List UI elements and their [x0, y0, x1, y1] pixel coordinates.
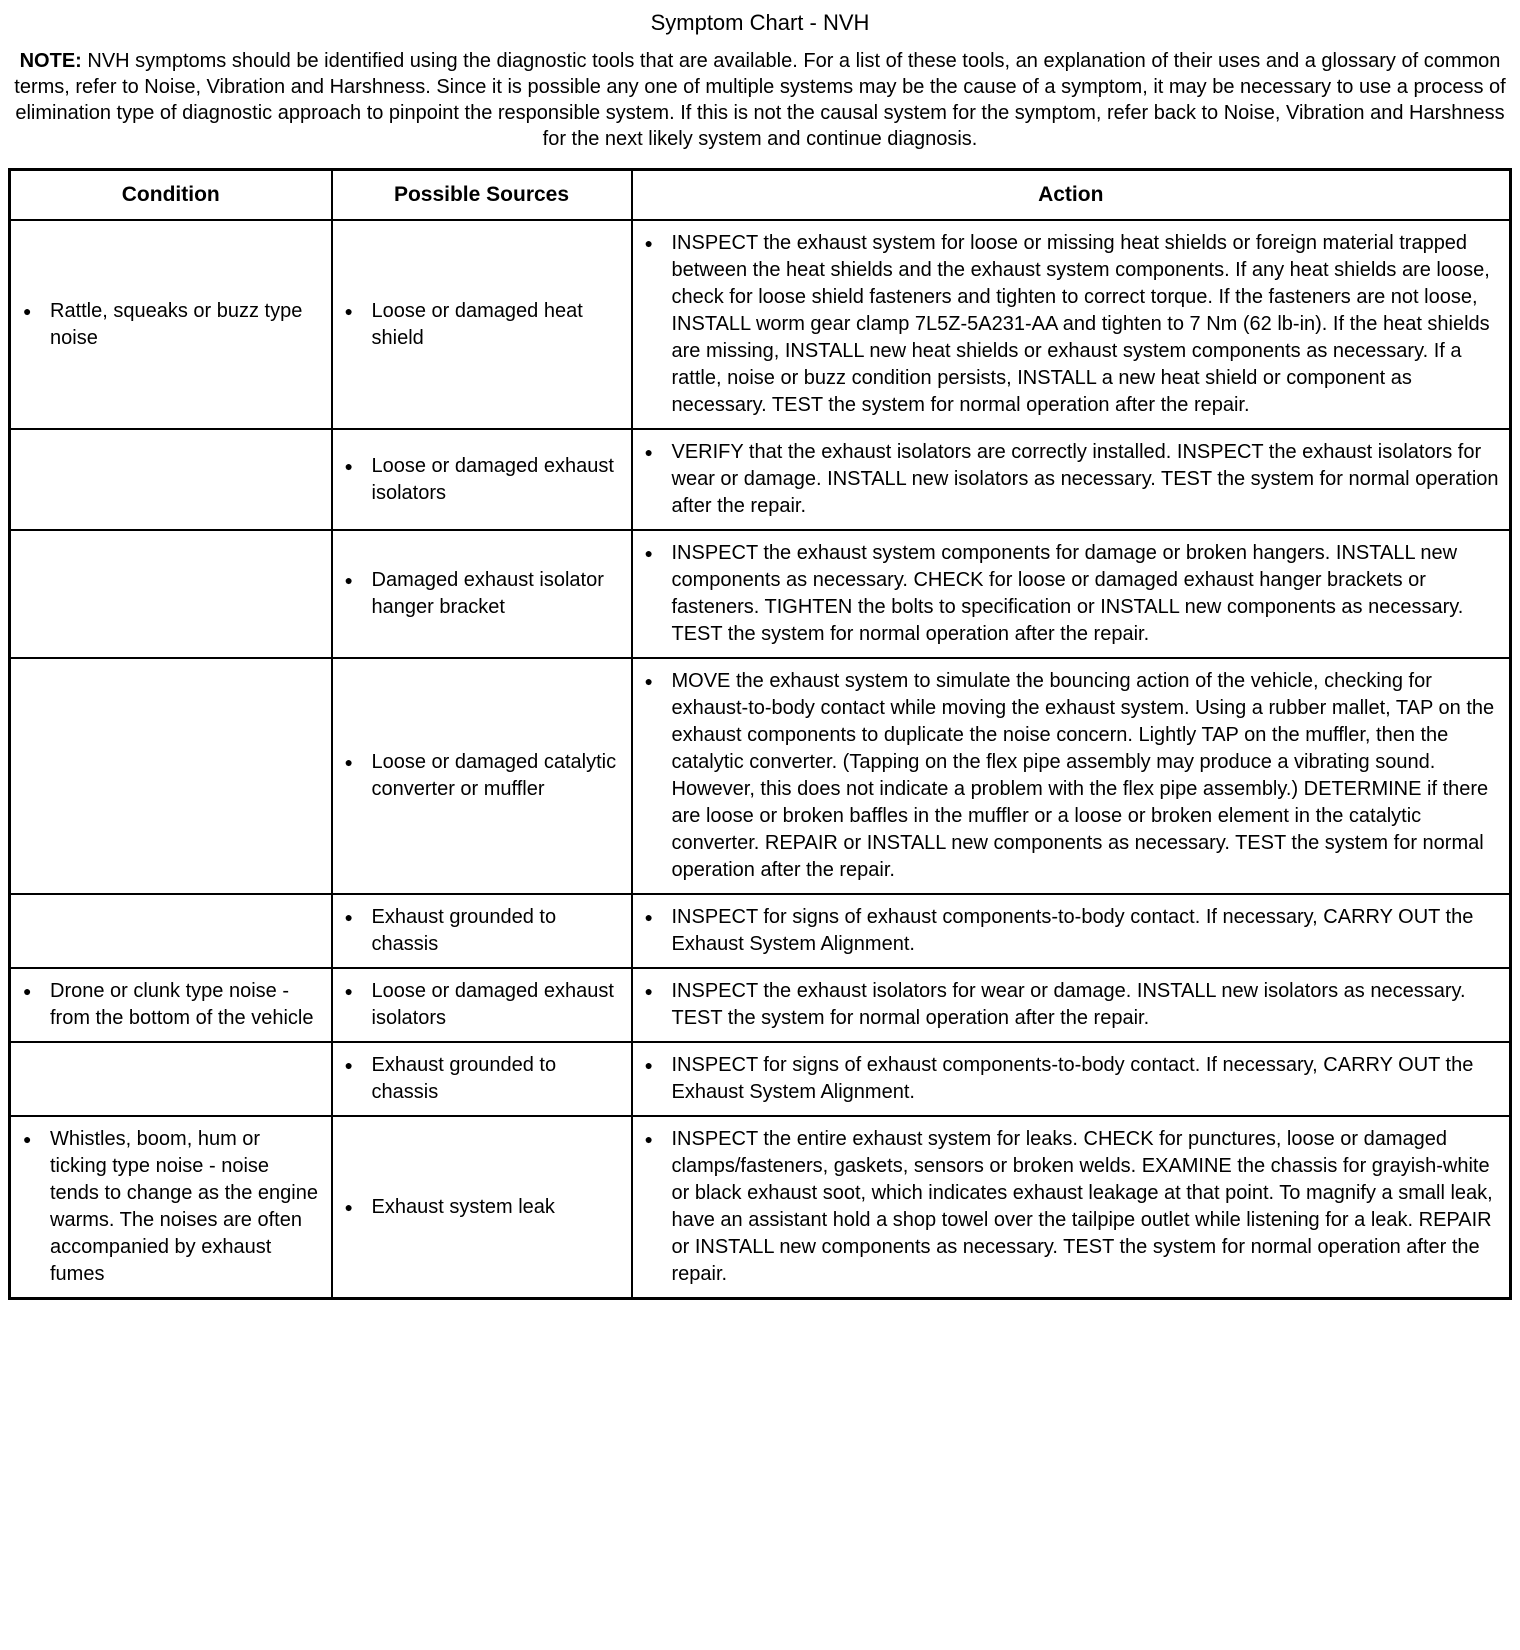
bullet-icon: ●: [344, 1057, 353, 1074]
action-text: INSPECT the exhaust system components for damage or broken hangers. INSTALL new components as necessary. CHECK for loose or damaged exhaust hanger brackets or fasteners. TIGHTEN the bolts to specification or INSTALL new components as necessary. TEST the system for normal operation after the repair.: [671, 542, 1464, 646]
action-cell: [632, 220, 1511, 429]
source-text: Exhaust grounded to chassis: [371, 1054, 557, 1104]
source-text: Exhaust system leak: [371, 1195, 555, 1218]
condition-cell: [10, 220, 332, 429]
bullet-icon: ●: [344, 909, 353, 926]
bullet-icon: ●: [644, 983, 653, 1000]
source-cell: [332, 220, 632, 429]
condition-text: Drone or clunk type noise - from the bottom of the vehicle: [50, 980, 314, 1030]
bullet-icon: ●: [23, 983, 32, 1000]
bullet-icon: ●: [23, 302, 32, 319]
table-row: [10, 658, 1511, 894]
table-row: [10, 968, 1511, 1042]
source-text: Loose or damaged catalytic converter or muffler: [371, 751, 617, 801]
action-cell: [632, 1042, 1511, 1116]
bullet-icon: ●: [344, 754, 353, 771]
source-text: Loose or damaged exhaust isolators: [371, 980, 614, 1030]
condition-cell-empty: [10, 894, 332, 968]
action-cell: [632, 1116, 1511, 1299]
bullet-icon: ●: [644, 235, 653, 252]
table-row: [10, 894, 1511, 968]
symptom-chart-table: [8, 168, 1512, 1300]
source-cell: [332, 429, 632, 530]
header-row: [10, 170, 1511, 221]
condition-cell-empty: [10, 429, 332, 530]
source-cell: [332, 1116, 632, 1299]
bullet-icon: ●: [344, 1198, 353, 1215]
source-cell: [332, 894, 632, 968]
source-text: Damaged exhaust isolator hanger bracket: [371, 569, 604, 619]
action-cell: [632, 530, 1511, 658]
action-text: INSPECT for signs of exhaust components-to-body contact. If necessary, CARRY OUT the Exhaust System Alignment.: [671, 906, 1474, 956]
bullet-icon: ●: [344, 302, 353, 319]
note-label: NOTE:: [19, 50, 82, 72]
note-body: NVH symptoms should be identified using the diagnostic tools that are available. For a list of these tools, an explanation of their uses and a glossary of common terms, refer to Noise, Vibration and Harshness. Since it is possible any one of multiple systems may be the cause of a symptom, it may be necessary to use a process of elimination type of diagnostic approach to pinpoint the responsible system. If this is not the causal system for the symptom, refer back to Noise, Vibration and Harshness for the next likely system and continue diagnosis.: [14, 50, 1506, 150]
bullet-icon: ●: [344, 983, 353, 1000]
table-row: [10, 429, 1511, 530]
action-text: INSPECT the exhaust isolators for wear or damage. INSTALL new isolators as necessary. TEST the system for normal operation after the repair.: [671, 980, 1466, 1030]
action-text: MOVE the exhaust system to simulate the bouncing action of the vehicle, checking for exhaust-to-body contact while moving the exhaust system. Using a rubber mallet, TAP on the exhaust components to duplicate the noise concern. Lightly TAP on the muffler, then the catalytic converter. (Tapping on the flex pipe assembly may produce a vibrating sound. However, this does not indicate a problem with the flex pipe assembly.) DETERMINE if there are loose or broken baffles in the muffler or a loose or broken element in the catalytic converter. REPAIR or INSTALL new components as necessary. TEST the system for normal operation after the repair.: [671, 670, 1495, 882]
action-cell: [632, 658, 1511, 894]
source-text: Exhaust grounded to chassis: [371, 906, 557, 956]
table-row: [10, 1116, 1511, 1299]
condition-text: Whistles, boom, hum or ticking type noise - noise tends to change as the engine warms. The noises are often accompanied by exhaust fumes: [50, 1128, 318, 1286]
condition-cell: [10, 1116, 332, 1299]
source-cell: [332, 658, 632, 894]
note-paragraph: [8, 48, 1512, 152]
source-cell: [332, 968, 632, 1042]
condition-text: Rattle, squeaks or buzz type noise: [50, 299, 303, 349]
bullet-icon: ●: [644, 444, 653, 461]
table-row: [10, 220, 1511, 429]
action-cell: [632, 968, 1511, 1042]
condition-cell-empty: [10, 658, 332, 894]
source-cell: [332, 1042, 632, 1116]
action-cell: [632, 894, 1511, 968]
bullet-icon: ●: [344, 457, 353, 474]
condition-cell: [10, 968, 332, 1042]
action-text: INSPECT the entire exhaust system for leaks. CHECK for punctures, loose or damaged clamps/fasteners, gaskets, sensors or broken welds. EXAMINE the chassis for grayish-white or black exhaust soot, which indicates exhaust leakage at that point. To magnify a small leak, have an assistant hold a shop towel over the tailpipe outlet while listening for a leak. REPAIR or INSTALL new components as necessary. TEST the system for normal operation after the repair.: [671, 1128, 1493, 1286]
source-text: Loose or damaged heat shield: [371, 299, 583, 349]
table-row: [10, 1042, 1511, 1116]
condition-cell-empty: [10, 530, 332, 658]
header-possible-sources: Possible Sources: [332, 170, 632, 221]
action-text: VERIFY that the exhaust isolators are correctly installed. INSPECT the exhaust isolators for wear or damage. INSTALL new isolators as necessary. TEST the system for normal operation after the repair.: [671, 441, 1499, 518]
source-cell: [332, 530, 632, 658]
bullet-icon: ●: [644, 1131, 653, 1148]
bullet-icon: ●: [23, 1131, 32, 1148]
bullet-icon: ●: [644, 909, 653, 926]
table-row: [10, 530, 1511, 658]
condition-cell-empty: [10, 1042, 332, 1116]
page-title: Symptom Chart - NVH: [650, 10, 870, 35]
action-cell: [632, 429, 1511, 530]
bullet-icon: ●: [644, 673, 653, 690]
bullet-icon: ●: [644, 1057, 653, 1074]
header-condition: Condition: [10, 170, 332, 221]
source-text: Loose or damaged exhaust isolators: [371, 454, 614, 504]
header-action: Action: [632, 170, 1511, 221]
action-text: INSPECT for signs of exhaust components-to-body contact. If necessary, CARRY OUT the Exhaust System Alignment.: [671, 1054, 1474, 1104]
action-text: INSPECT the exhaust system for loose or missing heat shields or foreign material trapped between the heat shields and the exhaust system components. If any heat shields are loose, check for loose shield fasteners and tighten to correct torque. If the fasteners are not loose, INSTALL worm gear clamp 7L5Z-5A231-AA and tighten to 7 Nm (62 lb-in). If the heat shields are missing, INSTALL new heat shields or exhaust system components as necessary. If a rattle, noise or buzz condition persists, INSTALL a new heat shield or component as necessary. TEST the system for normal operation after the repair.: [671, 232, 1490, 417]
bullet-icon: ●: [344, 572, 353, 589]
bullet-icon: ●: [644, 545, 653, 562]
